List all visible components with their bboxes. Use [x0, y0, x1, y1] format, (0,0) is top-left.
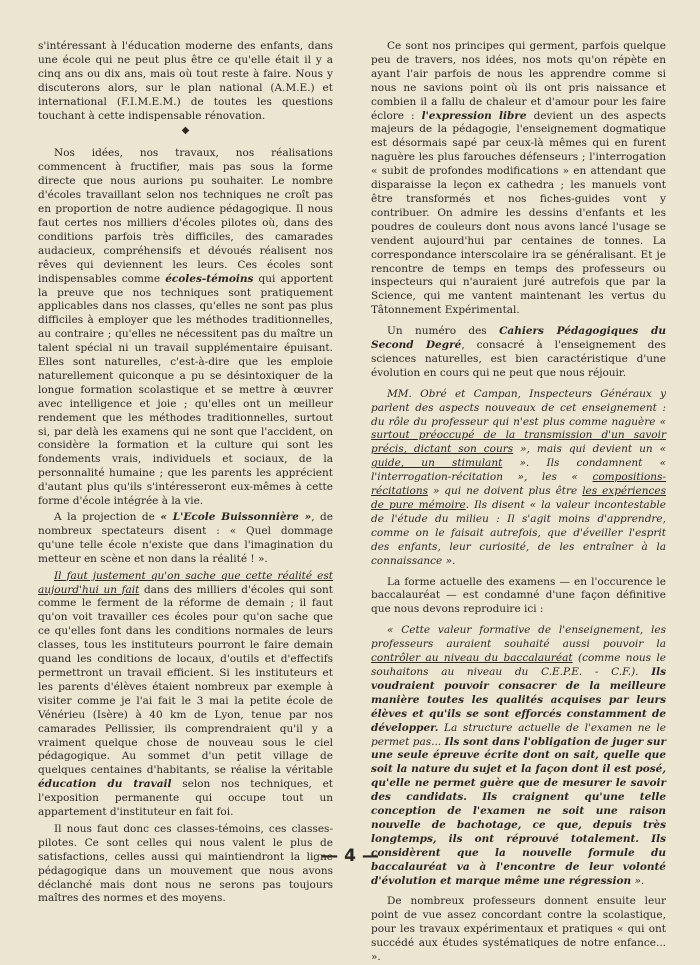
paragraph: De nombreux professeurs donnent ensuite leur point de vue assez concordant contre la scolastique, pour les travaux expérimentaux et pratiques « qui ont succédé aux études systématiques de notre enfance... ». — [371, 895, 666, 964]
right-column — [371, 40, 666, 965]
paragraph: Ce sont nos principes qui germent, parfois quelque peu de travers, nos idées, nos mots qu'on répète en ayant l'air parfois de nous les apprendre comme si nous ne savions point où ils ont pris naissance et combien il a fallu de chaleur et d'amour pour les faire éclore : l'expression libre devient un des aspects majeurs de la pédagogie, l'enseignement dogmatique est désormais sapé par ceux-là mêmes qui en furent naguère les plus farouches défenseurs ; l'interrogation « subit de profondes modifications » en attendant que disparaisse la leçon ex cathedra ; les manuels vont être transformés et nos fiches-guides vont y contribuer. On admire les dessins d'enfants et les poudres de couleurs dont nous avons lancé l'usage se vendent aujourd'hui par centaines de tonnes. La correspondance interscolaire ira se généralisant. Et je rencontre de temps en temps des professeurs ou inspecteurs qui n'auraient juré autrefois que par la Science, qui me vantent maintenant les vertus du Tâtonnement Expérimental. — [371, 40, 666, 317]
paragraph: A la projection de « L'Ecole Buissonnière », de nombreux spectateurs disent : « Quel dommage qu'une telle école n'existe que dans l'imagination du metteur en scène et non dans la réalité ! ». — [38, 511, 333, 565]
left-column — [38, 40, 333, 965]
paragraph: s'intéressant à l'éducation moderne des enfants, dans une école qui ne peut plus être ce qu'elle était il y a cinq ans ou dix ans, mais où tout reste à faire. Nous y discuterons alors, sur le plan national (A.M.E.) et international (F.I.M.E.M.) de toutes les questions touchant à cette indispensable rénovation. — [38, 40, 333, 122]
paragraph: Un numéro des Cahiers Pédagogiques du Second Degré, consacré à l'enseignement des sciences naturelles, est bien caractéristique d'une évolution en cours qui ne peut que nous réjouir. — [371, 325, 667, 379]
paragraph: Il faut justement qu'on sache que cette réalité est aujourd'hui un fait dans des milliers d'écoles qui sont comme le ferment de la réforme de demain ; il faut qu'on voit travailler ces écoles pour qu'on sache que ce qu'elles font dans les conditions normales de leurs classes, tous les instituteurs pourront le faire demain quand les conditions de locaux, d'outils et d'effectifs permettront un travail efficient. Si les instituteurs et les parents d'élèves étaient nombreux par exemple à visiter comme je l'ai fait le 3 mai la petite école de Vénérieu (Isère) à 40 km de Lyon, tenue par nos camarades Pellissier, ils comprendraient qu'il y a vraiment quelque chose de nouveau sous le ciel pédagogique. Au sommet d'un petit village de quelques centaines d'habitants, se réalise la véritable éducation du travail selon nos techniques, et l'exposition permanente qui occupe tout un appartement d'instituteur en fait foi. — [38, 569, 333, 819]
diamond-divider-icon: ◆ — [181, 125, 190, 137]
paragraph: Nos idées, nos travaux, nos réalisations commencent à fructifier, mais pas sous la forme directe que nous aurions pu souhaiter. Le nombre d'écoles travaillant selon nos techniques ne croît pas en proportion de notre audience pédagogique. Il nous faut certes nos milliers d'écoles pilotes où, dans des conditions parfois très difficiles, des camarades audacieux, compréhensifs et dévoués réalisent nos rêves qui deviennent les leurs. Ces écoles sont indispensables comme écoles-témoins qui apportent la preuve que nos techniques sont pratiquement applicables dans nos classes, qu'elles ne sont pas plus difficiles à employer que les méthodes traditionnelles, au contraire ; qu'elles ne nécessitent pas du maître un talent spécial ni un travail supplémentaire épuisant. Elles sont naturelles, c'est-à-dire que les emploie naturellement quiconque a pu se désintoxiquer de la longue formation scolastique et se mettre à œuvrer avec intelligence et joie ; qu'elles ont un meilleur rendement que les méthodes traditionnelles, surtout si, par delà les examens qui ne sont que l'accident, on considère la formation et la culture qui sont les fondements vrais, individuels et sociaux, de la personnalité humaine ; que les parents les apprécient d'autant plus qu'ils s'intéresseront eux-mêmes à cette forme d'école intégrée à la vie. — [38, 147, 333, 508]
quoted-paragraph: « Cette valeur formative de l'enseignement, les professeurs auraient souhaité aussi pouvoir la contrôler au niveau du baccalauréat (comme nous le souhaitons au niveau du C.E.P.E. - C.F.). Ils voudraient pouvoir consacrer de la meilleure manière toutes les qualités acquises par leurs élèves et qu'ils se sont efforcés constamment de développer. La structure actuelle de l'examen ne le permet pas... Ils sont dans l'obligation de juger sur une seule épreuve écrite dont on sait, quelle que soit la nature du sujet et la façon dont il est posé, qu'elle ne permet guère que de mesurer le savoir des candidats. Ils craignent qu'une telle conception de l'examen ne soit une raison nouvelle de bachotage, ce que, depuis très longtemps, ils ont réprouvé totalement. Ils considèrent que la nouvelle formule du baccalauréat va à l'encontre de leur volonté d'évolution et marque même une régression ». — [371, 624, 667, 887]
page-number: — 4 — — [321, 846, 379, 866]
paragraph: Il nous faut donc ces classes-témoins, ces classes-pilotes. Ce sont celles qui nous valent le plus de satisfactions, celles aussi qui maintiendront la ligne pédagogique dans un mouvement que nous avons déclanché mais dont nous ne serons pas toujours maîtres des normes et des moyens. — [38, 822, 333, 905]
text-columns — [38, 40, 666, 965]
paragraph: La forme actuelle des examens — en l'occurence le baccalauréat — est condamné d'une façon définitive que nous devons reproduire ici : — [371, 575, 666, 616]
quoted-paragraph: MM. Obré et Campan, Inspecteurs Généraux y parlent des aspects nouveaux de cet enseignement : du rôle du professeur qui n'est plus comme naguère « surtout préoccupé de la transmission d'un savoir précis, dictant son cours », mais qui devient un « guide, un stimulant ». Ils condamnent « l'interrogation-récitation », les « compositions-récitations » qui ne doivent plus être les expériences de pure mémoire. Ils disent « la valeur incontestable de l'étude du milieu : Il s'agit moins d'apprendre, comme on le faisait autrefois, que d'éveiller l'esprit des enfants, leur curiosité, de les entraîner à la connaissance ». — [371, 387, 667, 567]
